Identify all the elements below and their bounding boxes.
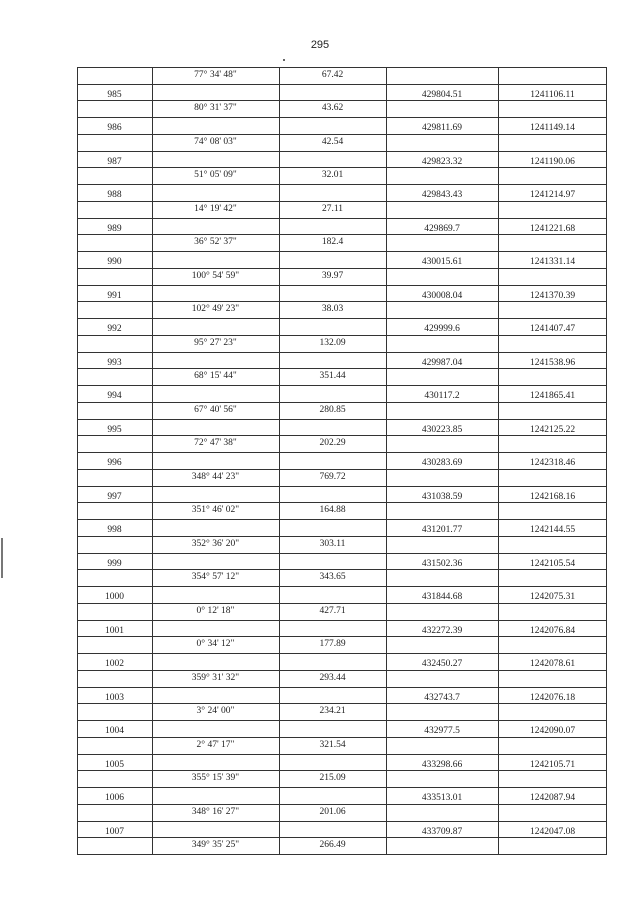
northing-cell <box>386 368 498 386</box>
point-cell <box>77 703 152 721</box>
easting-cell: 1242090.07 <box>529 726 576 737</box>
northing-cell <box>386 837 498 855</box>
distance-cell: 202.29 <box>319 438 346 449</box>
table-row <box>77 201 607 219</box>
point-cell <box>77 502 152 520</box>
bearing-cell: 100° 54' 59" <box>191 270 240 281</box>
point-cell: 997 <box>107 491 122 502</box>
distance-cell: 164.88 <box>319 505 346 516</box>
point-cell <box>77 804 152 822</box>
table-row <box>77 770 607 788</box>
distance-cell: 215.09 <box>319 773 346 784</box>
point-cell <box>77 368 152 386</box>
northing-cell <box>386 636 498 654</box>
northing-cell: 433709.87 <box>421 826 463 837</box>
table-row <box>77 67 607 85</box>
northing-cell <box>386 536 498 554</box>
table-row <box>77 301 607 319</box>
table-row <box>77 603 607 621</box>
table-row <box>77 804 607 822</box>
easting-cell: 1242318.46 <box>529 458 576 469</box>
point-cell <box>77 335 152 353</box>
point-cell <box>77 536 152 554</box>
northing-cell: 429999.6 <box>424 324 460 335</box>
northing-cell <box>386 268 498 286</box>
easting-cell <box>498 335 607 353</box>
point-cell <box>77 134 152 152</box>
easting-cell <box>498 368 607 386</box>
bearing-cell: 36° 52' 37" <box>194 237 237 248</box>
table-row <box>77 569 607 587</box>
northing-cell <box>386 737 498 755</box>
point-cell <box>77 603 152 621</box>
northing-cell <box>386 569 498 587</box>
easting-cell: 1241407.47 <box>529 324 576 335</box>
easting-cell <box>498 770 607 788</box>
page-number: 295 <box>310 39 330 51</box>
bearing-cell: 74° 08' 03" <box>194 136 237 147</box>
northing-cell: 431844.68 <box>421 592 463 603</box>
easting-cell: 1242105.71 <box>529 759 576 770</box>
bearing-cell: 72° 47' 38" <box>194 438 237 449</box>
easting-cell <box>498 100 607 118</box>
distance-cell: 132.09 <box>319 337 346 348</box>
bearing-cell: 77° 34' 48" <box>194 70 237 80</box>
northing-cell <box>386 67 498 85</box>
easting-cell: 1242125.22 <box>529 424 576 435</box>
easting-cell: 1242168.16 <box>529 491 576 502</box>
easting-cell: 1242075.31 <box>529 592 576 603</box>
point-cell <box>77 636 152 654</box>
table-row <box>77 167 607 185</box>
table-row <box>77 536 607 554</box>
table-row <box>77 335 607 353</box>
bearing-cell: 0° 12' 18" <box>196 605 235 616</box>
point-cell: 999 <box>107 558 122 569</box>
northing-cell: 432743.7 <box>424 692 460 703</box>
distance-cell: 27.11 <box>321 203 344 214</box>
distance-cell: 32.01 <box>321 170 344 181</box>
table-row <box>77 469 607 487</box>
point-cell <box>77 234 152 252</box>
northing-cell <box>386 301 498 319</box>
easting-cell <box>498 435 607 453</box>
table-row <box>77 703 607 721</box>
easting-cell <box>498 636 607 654</box>
bearing-cell: 351° 46' 02" <box>191 505 240 516</box>
northing-cell: 429843.43 <box>421 190 463 201</box>
easting-cell <box>498 703 607 721</box>
point-cell: 998 <box>107 525 122 536</box>
northing-cell: 429804.51 <box>421 89 463 100</box>
distance-cell: 67.42 <box>321 70 344 80</box>
coordinates-table <box>77 67 607 854</box>
easting-cell <box>498 737 607 755</box>
bearing-cell: 355° 15' 39" <box>191 773 240 784</box>
bearing-cell: 68° 15' 44" <box>194 371 237 382</box>
easting-cell: 1241865.41 <box>529 391 576 402</box>
bearing-cell: 359° 31' 32" <box>191 672 240 683</box>
point-cell: 991 <box>107 290 122 301</box>
easting-cell <box>498 502 607 520</box>
point-cell: 989 <box>107 223 122 234</box>
easting-cell: 1241106.11 <box>530 89 575 100</box>
distance-cell: 43.62 <box>321 103 344 114</box>
easting-cell: 1241538.96 <box>529 357 576 368</box>
easting-cell <box>498 469 607 487</box>
distance-cell: 427.71 <box>319 605 346 616</box>
northing-cell: 431201.77 <box>421 525 463 536</box>
distance-cell: 343.65 <box>319 572 346 583</box>
northing-cell <box>386 804 498 822</box>
point-cell: 993 <box>107 357 122 368</box>
northing-cell: 431502.36 <box>421 558 463 569</box>
point-cell: 992 <box>107 324 122 335</box>
distance-cell: 177.89 <box>319 639 346 650</box>
northing-cell <box>386 134 498 152</box>
distance-cell: 201.06 <box>319 806 346 817</box>
point-cell: 996 <box>107 458 122 469</box>
northing-cell: 432450.27 <box>421 659 463 670</box>
northing-cell <box>386 167 498 185</box>
table-row <box>77 502 607 520</box>
easting-cell <box>498 234 607 252</box>
bearing-cell: 348° 44' 23" <box>191 471 240 482</box>
easting-cell <box>498 201 607 219</box>
point-cell <box>77 770 152 788</box>
point-cell <box>77 301 152 319</box>
point-cell <box>77 167 152 185</box>
bearing-cell: 14° 19' 42" <box>194 203 237 214</box>
point-cell <box>77 268 152 286</box>
easting-cell: 1241331.14 <box>529 257 576 268</box>
distance-cell: 321.54 <box>319 739 346 750</box>
northing-cell: 430223.85 <box>421 424 463 435</box>
northing-cell: 430008.04 <box>421 290 463 301</box>
point-cell <box>77 201 152 219</box>
point-cell <box>77 670 152 688</box>
easting-cell: 1241370.39 <box>529 290 576 301</box>
distance-cell: 38.03 <box>321 304 344 315</box>
easting-cell: 1242078.61 <box>529 659 576 670</box>
point-cell <box>77 837 152 855</box>
table-row <box>77 435 607 453</box>
northing-cell: 432272.39 <box>421 625 463 636</box>
point-cell: 1002 <box>105 659 124 670</box>
distance-cell: 182.4 <box>321 237 344 248</box>
northing-cell: 433513.01 <box>421 793 463 804</box>
bearing-cell: 51° 05' 09" <box>194 170 237 181</box>
table-row <box>77 234 607 252</box>
point-cell: 987 <box>107 156 122 167</box>
easting-cell <box>498 268 607 286</box>
northing-cell <box>386 201 498 219</box>
table-row <box>77 268 607 286</box>
bearing-cell: 2° 47' 17" <box>196 739 235 750</box>
bearing-cell: 80° 31' 37" <box>194 103 237 114</box>
easting-cell <box>498 536 607 554</box>
table-row <box>77 100 607 118</box>
northing-cell <box>386 100 498 118</box>
bearing-cell: 354° 57' 12" <box>191 572 240 583</box>
easting-cell <box>498 134 607 152</box>
easting-cell: 1241149.14 <box>530 123 575 134</box>
distance-cell: 234.21 <box>319 706 346 717</box>
bearing-cell: 352° 36' 20" <box>191 538 240 549</box>
northing-cell: 429987.04 <box>421 357 463 368</box>
northing-cell <box>386 770 498 788</box>
easting-cell <box>498 569 607 587</box>
point-cell: 1003 <box>105 692 124 703</box>
easting-cell: 1242076.84 <box>529 625 576 636</box>
table-row <box>77 134 607 152</box>
point-cell: 1007 <box>105 826 124 837</box>
northing-cell <box>386 703 498 721</box>
northing-cell <box>386 435 498 453</box>
bearing-cell: 3° 24' 00" <box>196 706 235 717</box>
easting-cell <box>498 167 607 185</box>
bearing-cell: 102° 49' 23" <box>191 304 240 315</box>
point-cell <box>77 402 152 420</box>
distance-cell: 39.97 <box>321 270 344 281</box>
point-cell <box>77 67 152 85</box>
easting-cell <box>498 301 607 319</box>
easting-cell <box>498 670 607 688</box>
point-cell: 986 <box>107 123 122 134</box>
distance-cell: 303.11 <box>319 538 346 549</box>
easting-cell <box>498 603 607 621</box>
point-cell: 1006 <box>105 793 124 804</box>
northing-cell: 433298.66 <box>421 759 463 770</box>
northing-cell: 429811.69 <box>421 123 463 134</box>
bearing-cell: 95° 27' 23" <box>194 337 237 348</box>
point-cell <box>77 100 152 118</box>
bearing-cell: 0° 34' 12" <box>196 639 235 650</box>
easting-cell: 1242076.18 <box>529 692 576 703</box>
table-row <box>77 402 607 420</box>
easting-cell: 1241190.06 <box>530 156 575 167</box>
easting-cell: 1241214.97 <box>529 190 576 201</box>
bearing-cell: 349° 35' 25" <box>191 840 240 851</box>
northing-cell: 429823.32 <box>421 156 463 167</box>
northing-cell <box>386 502 498 520</box>
distance-cell: 280.85 <box>319 404 346 415</box>
northing-cell <box>386 603 498 621</box>
table-row <box>77 636 607 654</box>
bearing-cell: 348° 16' 27" <box>191 806 240 817</box>
northing-cell: 430117.2 <box>424 391 460 402</box>
table-row <box>77 670 607 688</box>
scan-edge-mark <box>1 538 3 578</box>
point-cell <box>77 737 152 755</box>
easting-cell: 1241221.68 <box>529 223 576 234</box>
distance-cell: 769.72 <box>319 471 346 482</box>
northing-cell <box>386 234 498 252</box>
northing-cell <box>386 335 498 353</box>
northing-cell: 429869.7 <box>424 223 460 234</box>
point-cell: 995 <box>107 424 122 435</box>
easting-cell <box>498 67 607 85</box>
point-cell: 994 <box>107 391 122 402</box>
point-cell <box>77 569 152 587</box>
easting-cell <box>498 804 607 822</box>
point-cell: 1005 <box>105 759 124 770</box>
easting-cell <box>498 402 607 420</box>
point-cell: 985 <box>107 89 122 100</box>
point-cell: 1001 <box>105 625 124 636</box>
scan-speck <box>283 59 285 61</box>
easting-cell <box>498 837 607 855</box>
northing-cell: 430283.69 <box>421 458 463 469</box>
table-row <box>77 837 607 855</box>
northing-cell: 431038.59 <box>421 491 463 502</box>
point-cell: 988 <box>107 190 122 201</box>
point-cell: 1004 <box>105 726 124 737</box>
point-cell: 1000 <box>105 592 124 603</box>
table-row <box>77 368 607 386</box>
point-cell <box>77 469 152 487</box>
point-cell <box>77 435 152 453</box>
northing-cell <box>386 670 498 688</box>
easting-cell: 1242047.08 <box>529 826 576 837</box>
easting-cell: 1242144.55 <box>529 525 576 536</box>
bearing-cell: 67° 40' 56" <box>194 404 237 415</box>
distance-cell: 266.49 <box>319 840 346 851</box>
point-cell: 990 <box>107 257 122 268</box>
table-row <box>77 737 607 755</box>
northing-cell <box>386 469 498 487</box>
northing-cell: 430015.61 <box>421 257 463 268</box>
easting-cell: 1242105.54 <box>529 558 576 569</box>
distance-cell: 42.54 <box>321 136 344 147</box>
northing-cell <box>386 402 498 420</box>
northing-cell: 432977.5 <box>424 726 460 737</box>
easting-cell: 1242087.94 <box>529 793 576 804</box>
distance-cell: 351.44 <box>319 371 346 382</box>
distance-cell: 293.44 <box>319 672 346 683</box>
